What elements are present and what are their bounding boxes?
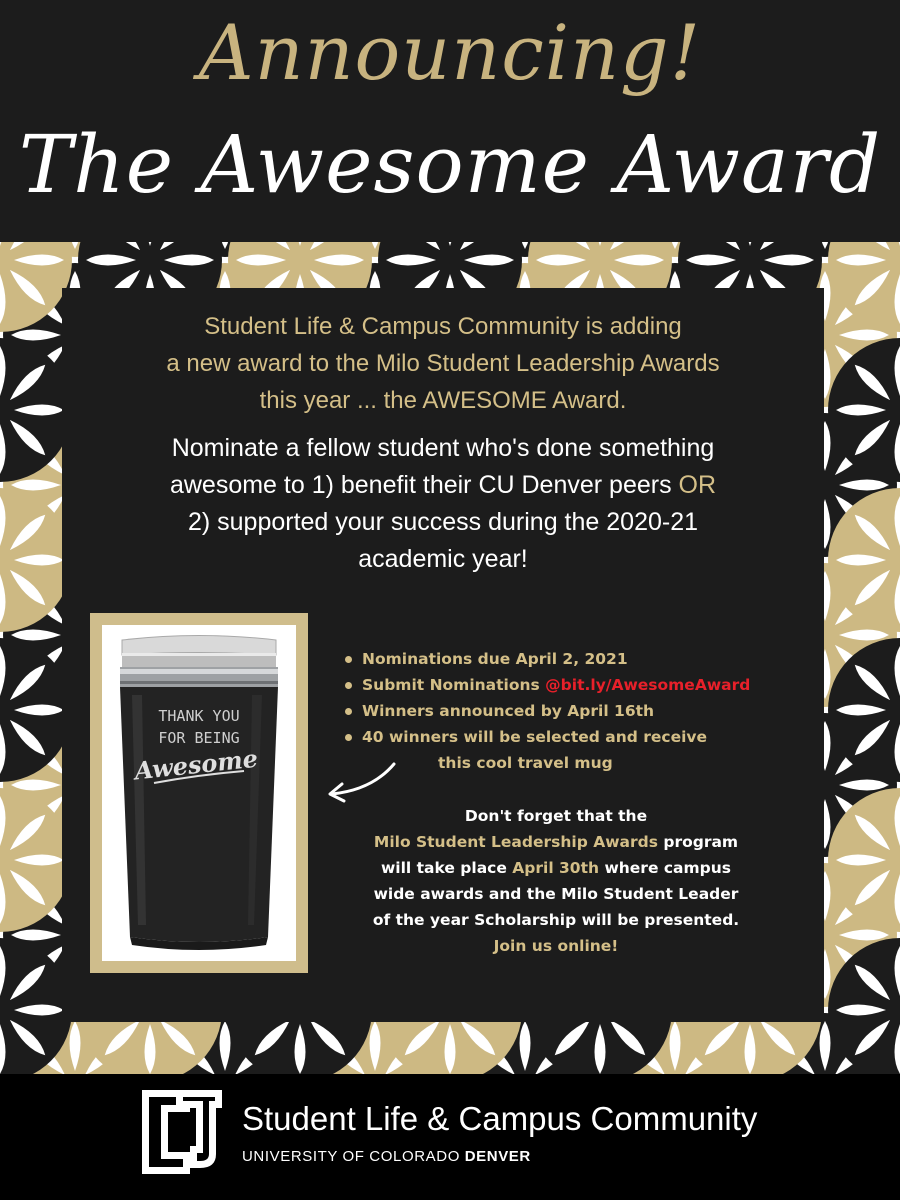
reminder-line-1: Don't forget that the [464, 807, 648, 825]
mug-text-line-3: Awesome [133, 743, 260, 786]
intro-line-1: Student Life & Campus Community is adding [204, 313, 682, 340]
header [0, 0, 900, 242]
nomination-link[interactable]: @bit.ly/AwesomeAward [545, 676, 751, 694]
due-date-text: Nominations due April 2, 2021 [362, 650, 628, 668]
prize-text-line-2: this cool travel mug [438, 754, 613, 772]
list-item [342, 724, 812, 776]
nominate-line-3: 2) supported your success during the 2020-21 [187, 508, 699, 536]
intro-line-2: a new award to the Milo Student Leadership Awards [166, 350, 720, 377]
arrow-left-icon [320, 756, 400, 806]
mug-text-line-2: FOR BEING [158, 729, 240, 747]
nominate-text [62, 430, 824, 578]
list-item [342, 672, 812, 698]
reminder-line-4: wide awards and the Milo Student Leader [373, 885, 739, 903]
award-title: The Awesome Award [18, 118, 882, 211]
footer-title: Student Life & Campus Community [242, 1100, 758, 1137]
footer-subtitle [242, 1148, 531, 1165]
join-online-text: Join us online! [493, 937, 619, 955]
mug-image [102, 625, 296, 961]
submit-text: Submit Nominations [362, 676, 546, 694]
reminder-line-5: of the year Scholarship will be presented. [372, 911, 740, 929]
intro-line-3: this year ... the AWESOME Award. [259, 387, 627, 414]
reminder-text [342, 803, 770, 959]
cu-logo-icon [138, 1084, 226, 1180]
reminder-program-word: program [657, 833, 739, 851]
footer-campus: DENVER [464, 1148, 531, 1165]
program-name: Milo Student Leadership Awards [373, 833, 658, 851]
announcing-heading: Announcing! [198, 8, 702, 97]
nominate-line-1: Nominate a fellow student who's done something [171, 434, 715, 462]
footer [0, 1074, 900, 1200]
winners-text: Winners announced by April 16th [362, 702, 655, 720]
intro-text [62, 308, 824, 419]
reminder-line-3c: where campus [599, 859, 732, 877]
nominate-or: OR [678, 471, 717, 499]
list-item [342, 646, 812, 672]
mug-text-line-1: THANK YOU [158, 707, 240, 725]
info-card [62, 288, 824, 1022]
reminder-line-3a: will take place [380, 859, 513, 877]
prize-text-line-1: 40 winners will be selected and receive [362, 728, 708, 746]
nominate-line-4: academic year! [358, 545, 528, 573]
mug-image-frame [90, 613, 308, 973]
details-list [342, 646, 812, 776]
footer-university: UNIVERSITY OF COLORADO [242, 1148, 465, 1165]
travel-mug-icon [102, 625, 296, 961]
list-item [342, 698, 812, 724]
nominate-line-2: awesome to 1) benefit their CU Denver peers [169, 471, 679, 499]
event-date: April 30th [512, 859, 600, 877]
